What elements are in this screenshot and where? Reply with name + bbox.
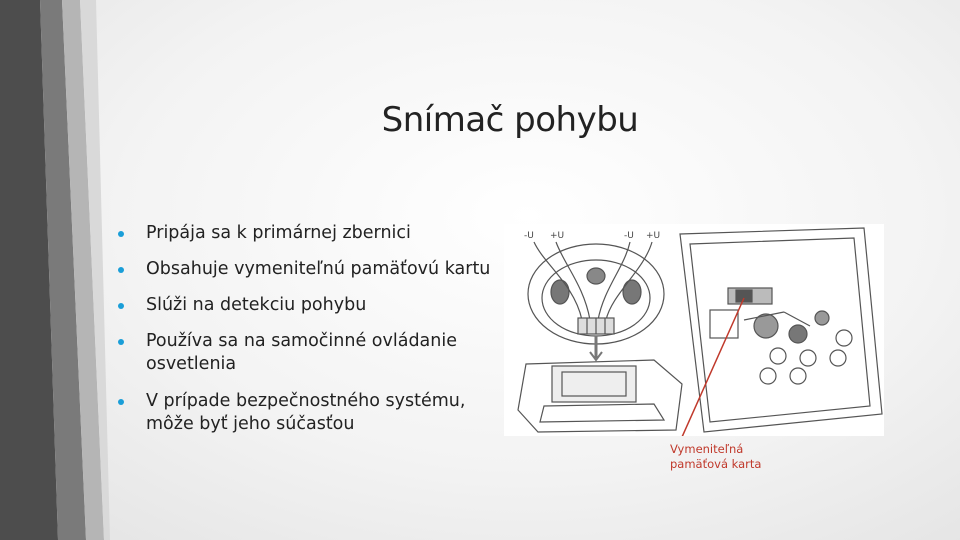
bullet-dot-icon (118, 267, 124, 273)
bullet-item (118, 390, 486, 436)
bullet-dot-icon (118, 399, 124, 405)
bullet-text: Pripája sa k primárnej zbernici (146, 223, 411, 243)
bullet-text: Slúži na detekciu pohybu (146, 295, 367, 315)
wire-label: -U (624, 231, 634, 241)
bullet-dot-icon (118, 231, 124, 237)
bullet-item (118, 222, 538, 245)
wire-label: +U (550, 231, 565, 241)
caption-line: Vymeniteľná (670, 442, 744, 456)
caption-line: pamäťová karta (670, 457, 762, 471)
bullet-item (118, 330, 486, 376)
bullet-text: Používa sa na samočinné ovládanie osvetlenia (146, 331, 457, 374)
bullet-item (118, 294, 538, 317)
decorative-side-bars (0, 0, 110, 540)
bullet-dot-icon (118, 303, 124, 309)
wire-label: +U (646, 231, 661, 241)
wire-label: -U (524, 231, 534, 241)
bullet-text: V prípade bezpečnostného systému, môže byť jeho súčasťou (146, 391, 466, 434)
slide-title: Snímač pohybu (381, 100, 639, 140)
image-caption (670, 442, 761, 472)
bullet-list (118, 210, 538, 449)
motion-sensor-diagram (504, 224, 884, 436)
bullet-dot-icon (118, 339, 124, 345)
bullet-item (118, 258, 538, 281)
bullet-text: Obsahuje vymeniteľnú pamäťovú kartu (146, 259, 491, 279)
